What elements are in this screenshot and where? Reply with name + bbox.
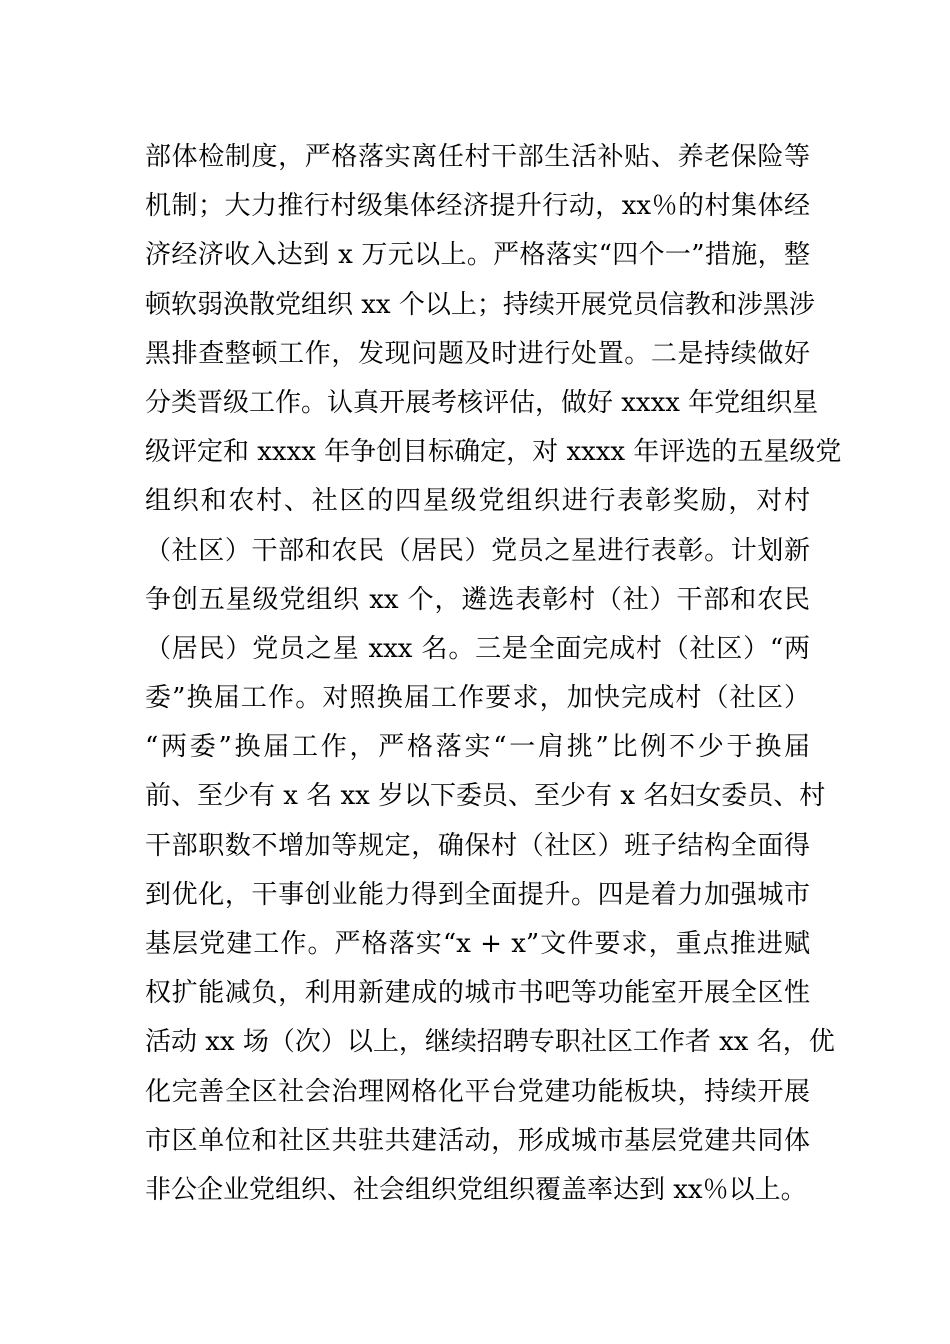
text-line: 化完善全区社会治理网格化平台党建功能板块，持续开展 xyxy=(145,1076,810,1107)
text-line: 济经济收入达到 x 万元以上。严格落实“四个一”措施，整 xyxy=(145,240,810,271)
text-line: 到优化，干事创业能力得到全面提升。四是着力加强城市 xyxy=(145,879,810,910)
text-line-last: 非公企业党组织、社会组织党组织覆盖率达到 xx％以上。 xyxy=(145,1174,807,1205)
text-line: 机制；大力推行村级集体经济提升行动，xx％的村集体经 xyxy=(145,191,810,222)
text-line: 干部职数不增加等规定，确保村（社区）班子结构全面得 xyxy=(145,830,810,861)
text-line: 基层党建工作。严格落实“x + x”文件要求，重点推进赋 xyxy=(145,929,810,959)
text-line: 部体检制度，严格落实离任村干部生活补贴、养老保险等 xyxy=(145,142,810,172)
body-paragraph xyxy=(145,133,842,1215)
text-line: “两委”换届工作，严格落实“一肩挑”比例不少于换届 xyxy=(145,732,810,763)
text-line: （居民）党员之星 xxx 名。三是全面完成村（社区）“两 xyxy=(145,633,810,664)
text-line: 权扩能减负，利用新建成的城市书吧等功能室开展全区性 xyxy=(145,978,810,1009)
text-line: 争创五星级党组织 xx 个，遴选表彰村（社）干部和农民 xyxy=(145,584,810,615)
text-line: 前、至少有 x 名 xx 岁以下委员、至少有 x 名妇女委员、村 xyxy=(145,781,826,812)
text-line: 顿软弱涣散党组织 xx 个以上；持续开展党员信教和涉黑涉 xyxy=(145,289,815,320)
text-line: 委”换届工作。对照换届工作要求，加快完成村（社区） xyxy=(145,683,810,714)
text-line: 活动 xx 场（次）以上，继续招聘专职社区工作者 xx 名，优 xyxy=(145,1027,835,1058)
text-line: 级评定和 xxxx 年争创目标确定，对 xxxx 年评选的五星级党 xyxy=(145,437,842,468)
text-line: （社区）干部和农民（居民）党员之星进行表彰。计划新 xyxy=(145,535,810,566)
text-line: 黑排查整顿工作，发现问题及时进行处置。二是持续做好 xyxy=(145,338,810,369)
text-line: 分类晋级工作。认真开展考核评估，做好 xxxx 年党组织星 xyxy=(145,387,819,418)
text-line: 组织和农村、社区的四星级党组织进行表彰奖励，对村 xyxy=(145,486,810,517)
text-line: 市区单位和社区共驻共建活动，形成城市基层党建共同体 xyxy=(145,1125,810,1156)
